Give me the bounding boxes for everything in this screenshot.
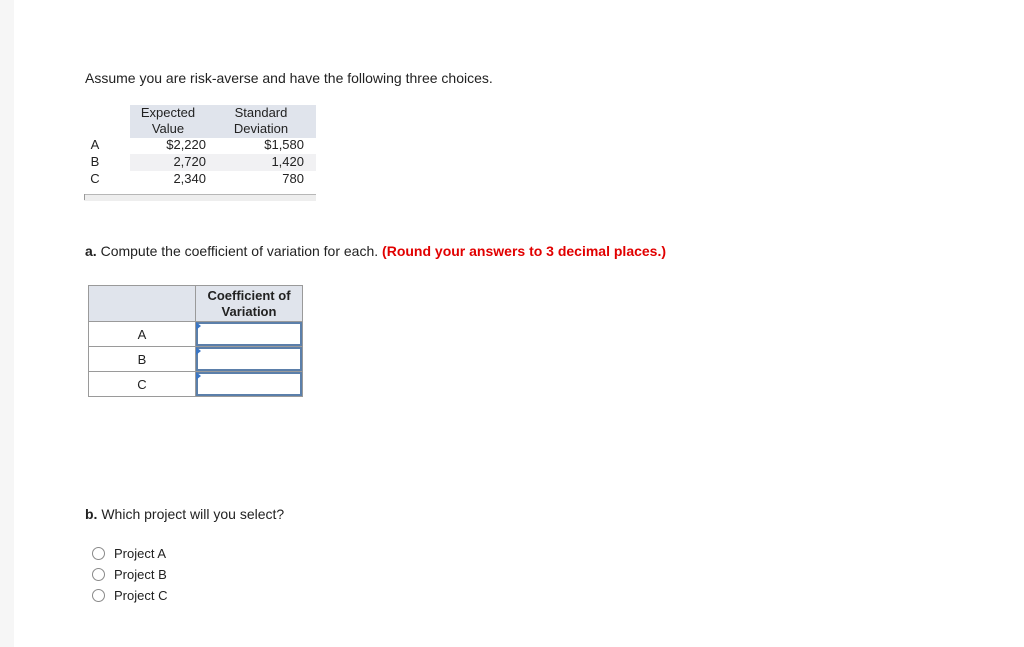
- row-label: B: [90, 154, 100, 169]
- row-label: A: [90, 137, 100, 152]
- option-project-b[interactable]: [92, 564, 167, 585]
- answer-grid-header: [89, 286, 303, 322]
- standard-deviation-cell: 780: [282, 171, 304, 186]
- question-b-text: Which project will you select?: [97, 506, 285, 522]
- answer-flag-icon: [196, 347, 201, 355]
- table-row: [84, 154, 316, 171]
- answer-flag-icon: [196, 322, 201, 330]
- choices-table: [84, 105, 316, 186]
- table-row: [89, 372, 303, 397]
- expected-value-cell: $2,220: [166, 137, 206, 152]
- row-label: C: [90, 171, 100, 186]
- option-label: Project A: [114, 546, 167, 561]
- question-a-text: Compute the coefficient of variation for each.: [96, 243, 383, 259]
- cv-input-b[interactable]: [196, 347, 302, 371]
- row-label: A: [89, 322, 196, 347]
- table-row: [84, 171, 316, 188]
- radio-button[interactable]: [92, 568, 105, 581]
- standard-deviation-cell: 1,420: [271, 154, 304, 169]
- cv-input-c[interactable]: [196, 372, 302, 396]
- standard-deviation-header: Standard Deviation: [233, 105, 289, 136]
- answer-flag-icon: [196, 372, 201, 380]
- left-gutter: [0, 0, 14, 647]
- question-b-prefix: b.: [85, 506, 98, 522]
- cv-input-a[interactable]: [196, 322, 302, 346]
- project-options: [92, 543, 167, 606]
- choices-table-header: [84, 105, 316, 138]
- row-label: B: [89, 347, 196, 372]
- option-project-c[interactable]: [92, 585, 167, 606]
- intro-text: Assume you are risk-averse and have the following three choices.: [85, 70, 493, 86]
- option-label: Project C: [114, 588, 168, 603]
- radio-button[interactable]: [92, 547, 105, 560]
- question-a: [85, 243, 666, 259]
- answer-grid: [88, 285, 303, 397]
- expected-value-header: Expected Value: [140, 105, 196, 136]
- table-bottom-rule: [84, 194, 316, 201]
- expected-value-cell: 2,340: [173, 171, 206, 186]
- rounding-note: (Round your answers to 3 decimal places.): [382, 243, 667, 259]
- expected-value-cell: 2,720: [173, 154, 206, 169]
- option-project-a[interactable]: [92, 543, 167, 564]
- row-label: C: [89, 372, 196, 397]
- standard-deviation-cell: $1,580: [264, 137, 304, 152]
- question-a-prefix: a.: [85, 243, 97, 259]
- coefficient-of-variation-header: Coefficient of Variation: [196, 286, 303, 322]
- table-row: [89, 347, 303, 372]
- option-label: Project B: [114, 567, 167, 582]
- table-row: [84, 137, 316, 154]
- question-b: [85, 506, 284, 522]
- table-row: [89, 322, 303, 347]
- radio-button[interactable]: [92, 589, 105, 602]
